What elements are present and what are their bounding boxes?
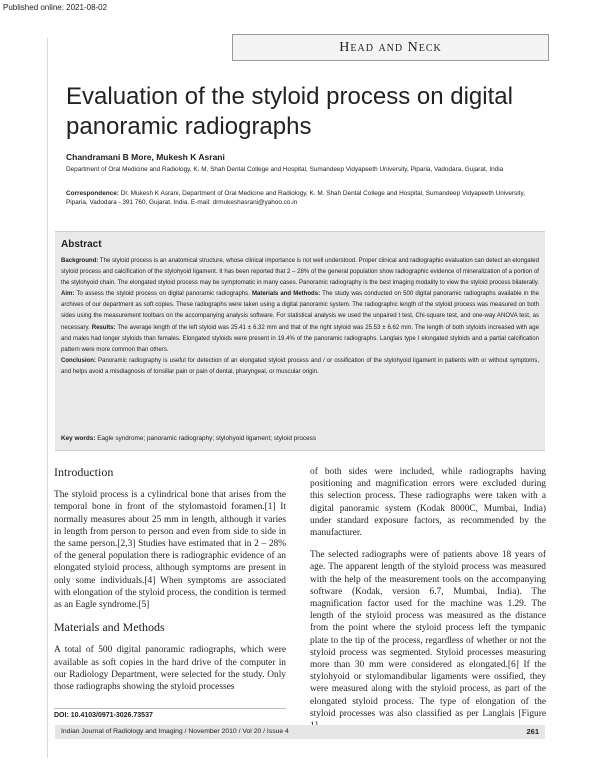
page-number: 261 (526, 727, 539, 736)
background-text: The styloid process is an anatomical structure, whose clinical importance is not well understood. Proper clinical and radiographic evaluation can detect an elongated styloid process and calcification of the stylohyoid ligament. It has been reported that 2 – 28% of the general population show radiographic evidence of mineralization of a portion of the stylohyoid chain. The elongated styloid process may be symptomatic in many cases. Panoramic radiography is the best imaging modality to view the styloid process bilaterally. (61, 258, 539, 287)
background-label: Background: (61, 258, 99, 264)
introduction-heading: Introduction (54, 465, 114, 479)
keywords-label: Key words: (61, 435, 96, 442)
journal-citation: Indian Journal of Radiology and Imaging / November 2010 / Vol 20 / Issue 4 (61, 728, 289, 735)
section-label: Head and Neck (232, 34, 549, 61)
published-online-date: Published online: 2021-08-02 (3, 3, 108, 12)
page-footer (55, 725, 545, 739)
correspondence (66, 190, 546, 207)
article-title: Evaluation of the styloid process on digital panoramic radiographs (66, 83, 513, 140)
abstract-body (61, 256, 539, 378)
aim-label: Aim: (61, 291, 75, 298)
methods-heading: Materials and Methods (54, 620, 165, 635)
methods-text: The study was conducted on 500 digital panoramic radiographs available in the archives of our department as soft copies. These radiographs were taken using a digital panoramic system. The radiographic length of the styloid process was measured on both sides using the measurement toolbars on the accompanying analysis software. For statistical analysis we used the unpaired t test, Chi-square test, and one-way ANOVA test, as necessary. (61, 291, 539, 331)
affiliation: Department of Oral Medicine and Radiology, K. M. Shah Dental College and Hospital, Sumandeep Vidyapeeth University, Piparia, Vadodara, Gujarat, India (66, 166, 504, 173)
conclusion-label: Conclusion: (61, 357, 96, 364)
correspondence-label: Correspondence: (66, 190, 119, 197)
abstract-heading: Abstract (61, 239, 102, 250)
methods-paragraph-2: The selected radiographs were of patients above 18 years of age. The apparent length of the styloid process was measured with the help of the measurement tools on the accompanying software (Kodak, version 6.7, Mumbai, India). The magnification factor used for the machine was 1.29. The length of the styloid process was measured as the distance from the point where the styloid process left the tympanic plate to the tip of the process, regardless of whether or not the styloid process was segmented. Styloid processes measuring more than 30 mm were considered as elongated.[6] If the stylohyoid or stylomandibular ligaments were ossified, they were measured along with the styloid process, as part of the elongated styloid process. The type of elongation of the styloid processes was also classified as per Langlais [Figure (310, 550, 546, 719)
authors: Chandramani B More, Mukesh K Asrani (66, 152, 225, 162)
methods-label: Materials and Methods: (252, 291, 321, 298)
methods-paragraph: A total of 500 digital panoramic radiographs, which were available as soft copies in the hard drive of the computer in our Radiology Department, were selected for the study. Only those radiographs showing the styloid processes (54, 645, 286, 693)
left-margin-rule (47, 38, 48, 758)
body-column-left (54, 466, 286, 703)
keywords (61, 435, 316, 442)
abstract-box (55, 231, 545, 451)
keywords-text: Eagle syndrome; panoramic radiography; stylohyoid ligament; styloid process (95, 435, 317, 442)
results-label: Results: (91, 324, 116, 331)
methods-paragraph-continued: of both sides were included, while radiographs having positioning and magnification errors were excluded during this selection process. These radiographs were taken with a digital panoramic system (Kodak 8000C, Mumbai, India) under standard exposure factors, as recommended by the manufacturer. (310, 467, 546, 539)
introduction-paragraph: The styloid process is a cylindrical bone that arises from the temporal bone in front of the stylomastoid foramen.[1] It normally measures about 25 mm in length, although it varies in length from person to person and even from side to side in the same person.[2,3] Studies have estimated that in 2 – 28% of the general population there is radiographic evidence of an elongated styloid process, although symptoms are present in only some individuals.[4] When symptoms are associated with elongation of the styloid process, the condition is termed as an Eagle syndrome.[5] (54, 490, 286, 611)
doi[interactable]: DOI: 10.4103/0971-3026.73537 (54, 708, 286, 719)
aim-text: To assess the styloid process on digital panoramic radiographs. (74, 291, 250, 298)
results-text: The average length of the left styloid was 25.41 ± 6.32 mm and that of the right styloid was 25.53 ± 6.62 mm. The length of both styloids increased with age and males had longer styloids than females. Elongated styloids were present in 19.4% of the panoramic radiographs. Langlais type I elongated styloids and a partial calcification pattern were more common than others. (61, 324, 539, 353)
body-column-right (310, 466, 546, 742)
correspondence-text: Dr. Mukesh K Asrani, Department of Oral Medicine and Radiology, K. M. Shah Dental College and Hospital, Sumandeep Vidyapeeth University, Piparia, Vadodara - 391 760, Gujarat, India. E-mail: drmukeshasrani@yahoo.co.in (66, 190, 525, 206)
conclusion-text: Panoramic radiography is useful for detection of an elongated styloid process and / or ossification of the stylohyoid ligament in patients with or without symptoms, and helps avoid a misdiagnosis of tonsillar pain or pain of dental, pharyngeal, or muscular origin. (61, 357, 539, 375)
